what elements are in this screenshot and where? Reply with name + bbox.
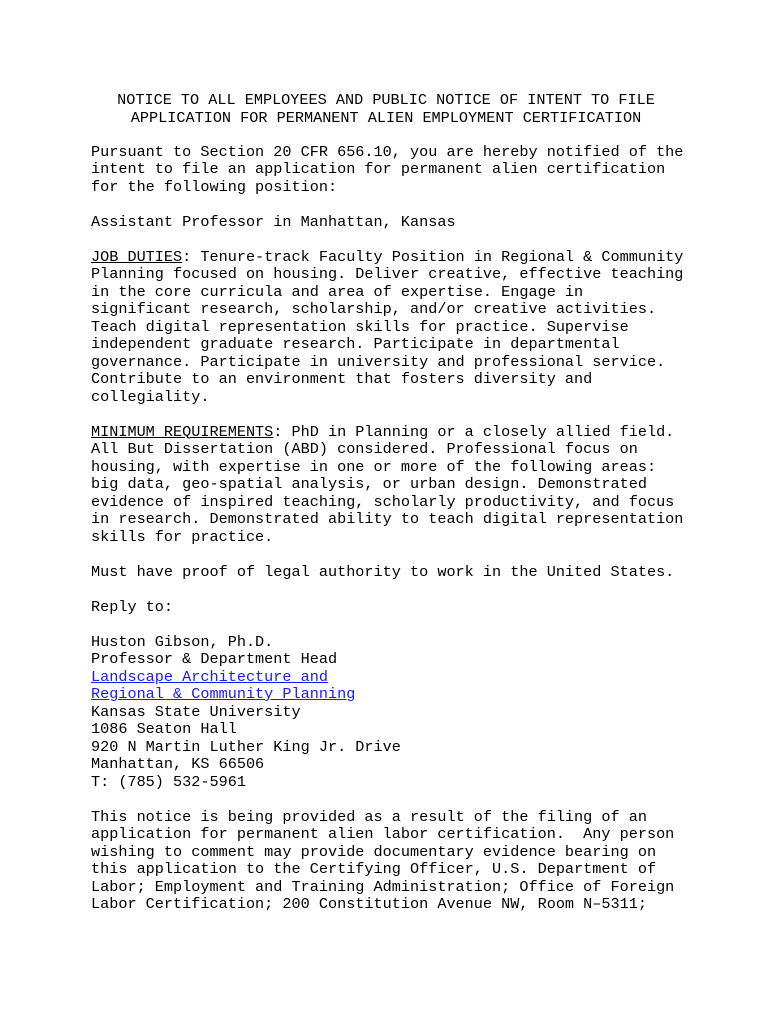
contact-street: 920 N Martin Luther King Jr. Drive <box>91 737 401 756</box>
job-duties-line: independent graduate research. Participate in departmental <box>91 335 620 353</box>
job-duties-label: JOB DUTIES <box>91 247 183 266</box>
position-line: Assistant Professor in Manhattan, Kansas <box>91 212 456 231</box>
requirements-first-text: : PhD in Planning or a closely allied field. <box>273 422 675 441</box>
requirements-line: housing, with expertise in one or more of the following areas: <box>91 457 657 476</box>
job-duties-first-line <box>91 249 691 267</box>
requirements-first-line <box>91 424 691 442</box>
department-link-line-2: Regional & Community Planning <box>91 685 356 703</box>
job-duties-line: Contribute to an environment that fosters diversity and <box>91 370 593 388</box>
closing-line: this application to the Certifying Officer, U.S. Department of <box>91 860 657 878</box>
job-duties-line: governance. Participate in university and professional service. <box>91 352 666 371</box>
intro-line: intent to file an application for permanent alien certification <box>91 160 666 178</box>
notice-document <box>91 92 691 931</box>
contact-university: Kansas State University <box>91 702 301 721</box>
department-link-line-1: Landscape Architecture and <box>91 667 328 686</box>
reply-to-label: Reply to: <box>91 597 174 616</box>
requirements-line: skills for practice. <box>91 527 274 546</box>
job-duties-paragraph <box>91 249 691 407</box>
requirements-label: MINIMUM REQUIREMENTS <box>91 422 274 441</box>
contact-role: Professor & Department Head <box>91 650 338 668</box>
requirements-line: evidence of inspired teaching, scholarly productivity, and focus <box>91 492 675 511</box>
closing-line: wishing to comment may provide documentary evidence bearing on <box>91 842 657 861</box>
title-line-1: NOTICE TO ALL EMPLOYEES AND PUBLIC NOTICE OF INTENT TO FILE <box>117 91 655 109</box>
legal-authority-line: Must have proof of legal authority to work in the United States. <box>91 562 675 581</box>
job-duties-line: Planning focused on housing. Deliver creative, effective teaching <box>91 265 684 283</box>
closing-line: This notice is being provided as a result of the filing of an <box>91 807 647 826</box>
title-line-2: APPLICATION FOR PERMANENT ALIEN EMPLOYMENT CERTIFICATION <box>130 108 642 127</box>
department-link[interactable] <box>91 686 691 704</box>
contact-phone: T: (785) 532-5961 <box>91 772 246 791</box>
closing-line: Labor Certification; 200 Constitution Avenue NW, Room N–5311; <box>91 895 647 913</box>
contact-name: Huston Gibson, Ph.D. <box>91 632 274 651</box>
job-duties-line: significant research, scholarship, and/or creative activities. <box>91 300 657 318</box>
job-duties-first-text: : Tenure-track Faculty Position in Regional & Community <box>182 247 684 266</box>
contact-city: Manhattan, KS 66506 <box>91 755 265 773</box>
department-link[interactable] <box>91 669 691 687</box>
requirements-line: big data, geo-spatial analysis, or urban design. Demonstrated <box>91 475 647 493</box>
requirements-line: in research. Demonstrated ability to teach digital representation <box>91 510 684 528</box>
minimum-requirements-paragraph <box>91 424 691 547</box>
job-duties-line: Teach digital representation skills for practice. Supervise <box>91 317 629 336</box>
intro-line: Pursuant to Section 20 CFR 656.10, you are hereby notified of the <box>91 142 684 161</box>
notice-title <box>91 92 681 127</box>
contact-office: 1086 Seaton Hall <box>91 720 237 738</box>
closing-line: application for permanent alien labor certification. Any person <box>91 825 675 843</box>
contact-block <box>91 634 691 792</box>
intro-line: for the following position: <box>91 177 338 196</box>
job-duties-line: collegiality. <box>91 387 210 406</box>
closing-paragraph <box>91 809 691 914</box>
job-duties-line: in the core curricula and area of expertise. Engage in <box>91 282 584 301</box>
intro-paragraph <box>91 144 691 197</box>
requirements-line: All But Dissertation (ABD) considered. Professional focus on <box>91 440 638 458</box>
closing-line: Labor; Employment and Training Administration; Office of Foreign <box>91 877 675 896</box>
